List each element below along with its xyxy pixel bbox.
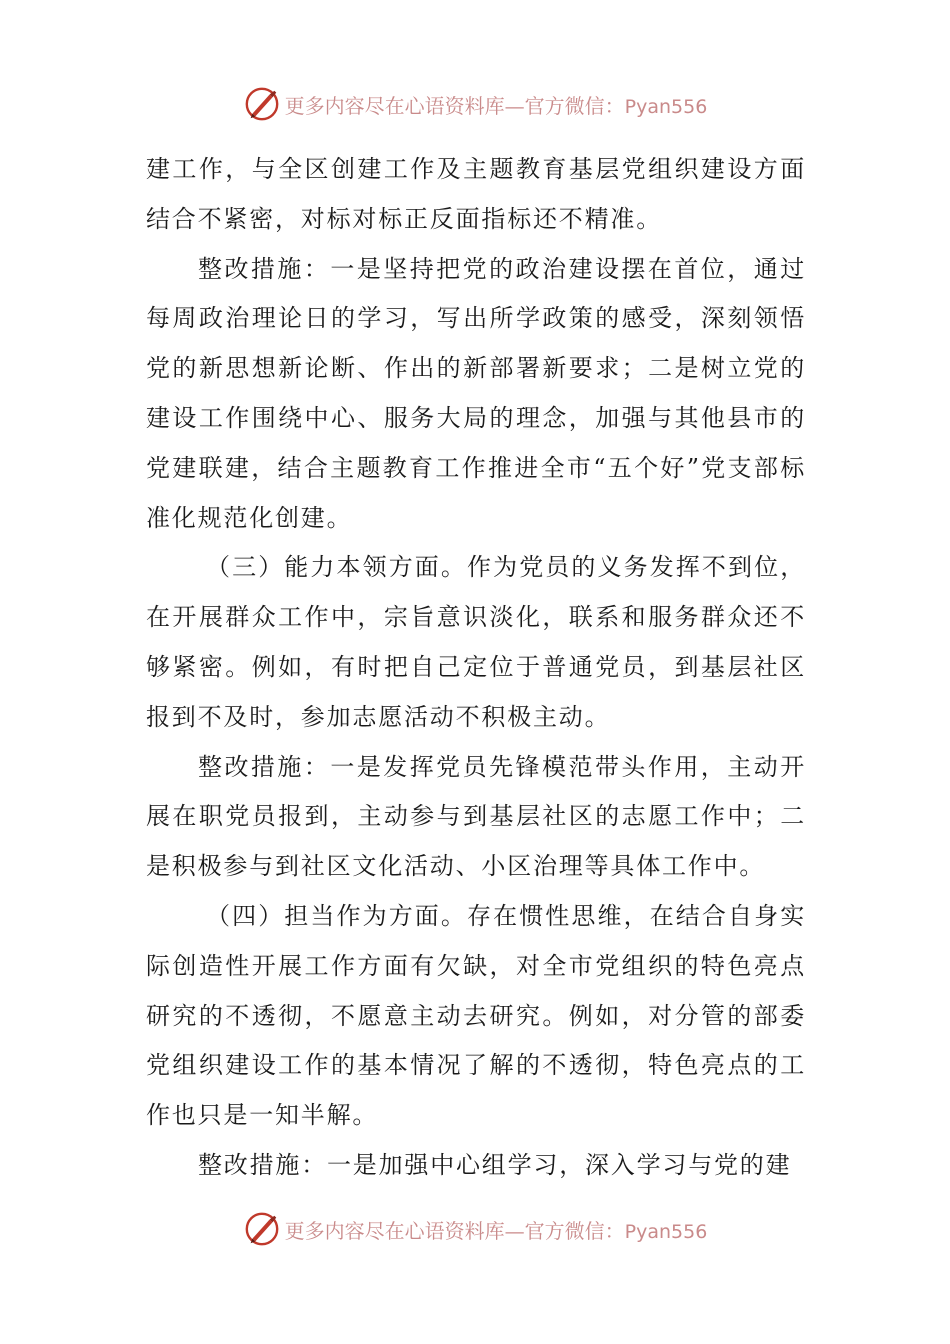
paragraph-responsibility-section: （四）担当作为方面。存在惯性思维，在结合自身实际创造性开展工作方面有欠缺，对全市党组织的特色亮点研究的不透彻，不愿意主动去研究。例如，对分管的部委党组织建设工作的基本情况了解的不透彻，特色亮点的工作也只是一知半解。 xyxy=(146,901,806,1130)
paragraph-rectification-1: 整改措施：一是坚持把党的政治建设摆在首位，通过每周政治理论日的学习，写出所学政策的感受，深刻领悟党的新思想新论断、作出的新部署新要求；二是树立党的建设工作围绕中心、服务大局的理念，加强与其他县市的党建联建，结合主题教育工作推进全市“五个好”党支部标准化规范化创建。 xyxy=(146,254,806,532)
footer-banner-id: Pyan556 xyxy=(624,1220,708,1243)
footer-banner-text: 更多内容尽在心语资料库—官方微信：Pyan556 xyxy=(284,1218,708,1243)
paragraph-ability-section: （三）能力本领方面。作为党员的义务发挥不到位，在开展群众工作中，宗旨意识淡化，联系和服务群众还不够紧密。例如，有时把自己定位于普通党员，到基层社区报到不及时，参加志愿活动不积极主动。 xyxy=(146,553,806,731)
document-body xyxy=(146,145,806,1191)
footer-banner xyxy=(0,1209,950,1249)
paragraph-rectification-3: 整改措施：一是加强中心组学习，深入学习与党的建 xyxy=(198,1150,792,1179)
header-banner xyxy=(0,84,950,124)
pen-logo-icon xyxy=(243,1210,281,1248)
paragraph-rectification-2: 整改措施：一是发挥党员先锋模范带头作用，主动开展在职党员报到，主动参与到基层社区的志愿工作中；二是积极参与到社区文化活动、小区治理等具体工作中。 xyxy=(146,752,806,881)
pen-logo-icon xyxy=(243,85,281,123)
header-banner-text: 更多内容尽在心语资料库—官方微信：Pyan556 xyxy=(284,93,708,118)
paragraph-continuation: 建工作，与全区创建工作及主题教育基层党组织建设方面结合不紧密，对标对标正反面指标还不精准。 xyxy=(146,155,806,233)
header-banner-id: Pyan556 xyxy=(624,95,708,118)
